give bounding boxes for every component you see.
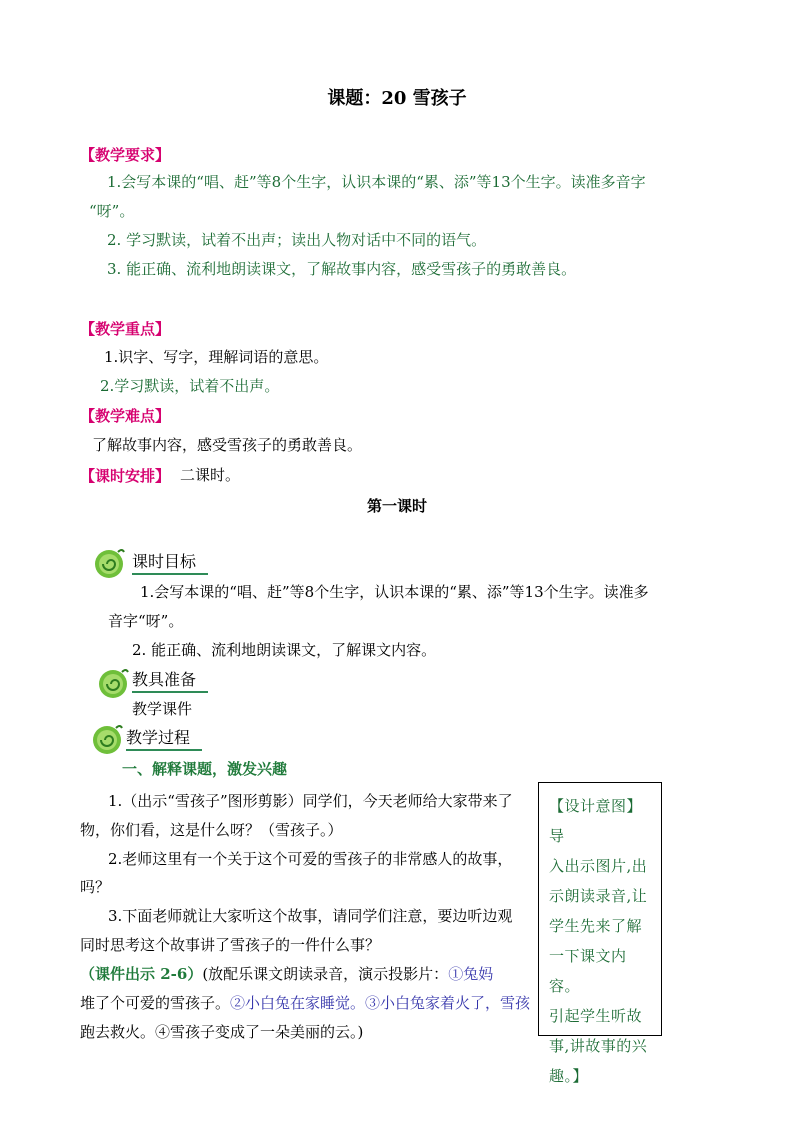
design-line-4: 学生先来了解 — [549, 917, 643, 935]
focus-1: 1.识字、写字，理解词语的意思。 — [104, 348, 329, 366]
para-4-line-3: 跑去救火。④雪孩子变成了一朵美丽的云。) — [80, 1023, 364, 1041]
goal-2: 2. 能正确、流利地朗读课文，了解课文内容。 — [132, 641, 437, 659]
goal-heading: 课时目标 — [132, 551, 208, 575]
para-4-line-2 — [80, 993, 538, 1013]
requirement-1-line-1: 1.会写本课的“唱、赶”等8个生字，认识本课的“累、添”等13个生字。读准多音字 — [107, 173, 646, 191]
slide-3-text: ③小白兔家着火了，雪孩 — [365, 994, 531, 1012]
difficulty-text: 了解故事内容，感受雪孩子的勇敢善良。 — [92, 436, 363, 454]
process-heading: 教学过程 — [126, 727, 202, 751]
tools-snail-icon — [96, 666, 130, 704]
design-line-6: 引起学生听故 — [549, 1007, 643, 1025]
tools-text: 教学课件 — [132, 700, 193, 718]
requirements-heading: 【教学要求】 — [80, 146, 171, 164]
process-snail-icon — [90, 722, 124, 760]
para-1-line-2: 物，你们看，这是什么呀？（雪孩子。） — [80, 821, 343, 839]
goal-1-line-1: 1.会写本课的“唱、赶”等8个生字，认识本课的“累、添”等13个生字。读准多 — [140, 583, 649, 601]
para-3-line-1: 3.下面老师就让大家听这个故事，请同学们注意，要边听边观 — [108, 907, 513, 925]
difficulty-heading: 【教学难点】 — [80, 407, 171, 425]
design-line-1: 【设计意图】导 — [549, 797, 643, 845]
para-4-line-1 — [80, 964, 538, 984]
focus-heading: 【教学重点】 — [80, 320, 171, 338]
courseware-label: （课件出示 2-6） — [80, 965, 203, 983]
focus-2: 2.学习默读，试着不出声。 — [100, 377, 280, 395]
goal-1-line-2: 音字“呀”。 — [108, 612, 184, 630]
para-2-line-2: 吗？ — [80, 878, 111, 896]
slide-1-cont: 堆了个可爱的雪孩子。 — [80, 994, 231, 1012]
schedule-text: 二课时。 — [180, 466, 241, 484]
step-1-title: 一、解释课题，激发兴趣 — [122, 760, 288, 778]
design-line-8: 趣。】 — [549, 1067, 589, 1085]
para-3-line-2: 同时思考这个故事讲了雪孩子的一件什么事？ — [80, 936, 381, 954]
courseware-text: (放配乐课文朗读录音，演示投影片： — [202, 965, 449, 983]
page-title: 课题：20 雪孩子 — [327, 88, 467, 109]
design-line-3: 示朗读录音,让 — [549, 887, 648, 905]
design-line-2: 入出示图片,出 — [549, 857, 648, 875]
para-1-line-1: 1.（出示“雪孩子”图形剪影）同学们，今天老师给大家带来了 — [108, 792, 513, 810]
design-line-5: 一下课文内容。 — [549, 947, 627, 995]
requirement-1-line-2: “呀”。 — [89, 202, 135, 220]
slide-2-text: ②小白兔在家睡觉。 — [230, 994, 366, 1012]
para-2-line-1: 2.老师这里有一个关于这个可爱的雪孩子的非常感人的故事， — [108, 850, 513, 868]
lesson-1-title: 第一课时 — [366, 497, 427, 515]
goal-snail-icon — [92, 546, 126, 584]
slide-1-text: ①兔妈 — [448, 965, 494, 983]
requirement-3: 3. 能正确、流利地朗读课文，了解故事内容，感受雪孩子的勇敢善良。 — [107, 260, 577, 278]
design-line-7: 事,讲故事的兴 — [549, 1037, 648, 1055]
tools-heading: 教具准备 — [132, 669, 208, 693]
schedule-heading: 【课时安排】 — [80, 467, 171, 485]
requirement-2: 2. 学习默读，试着不出声；读出人物对话中不同的语气。 — [107, 231, 487, 249]
design-intent-box — [538, 782, 662, 1085]
